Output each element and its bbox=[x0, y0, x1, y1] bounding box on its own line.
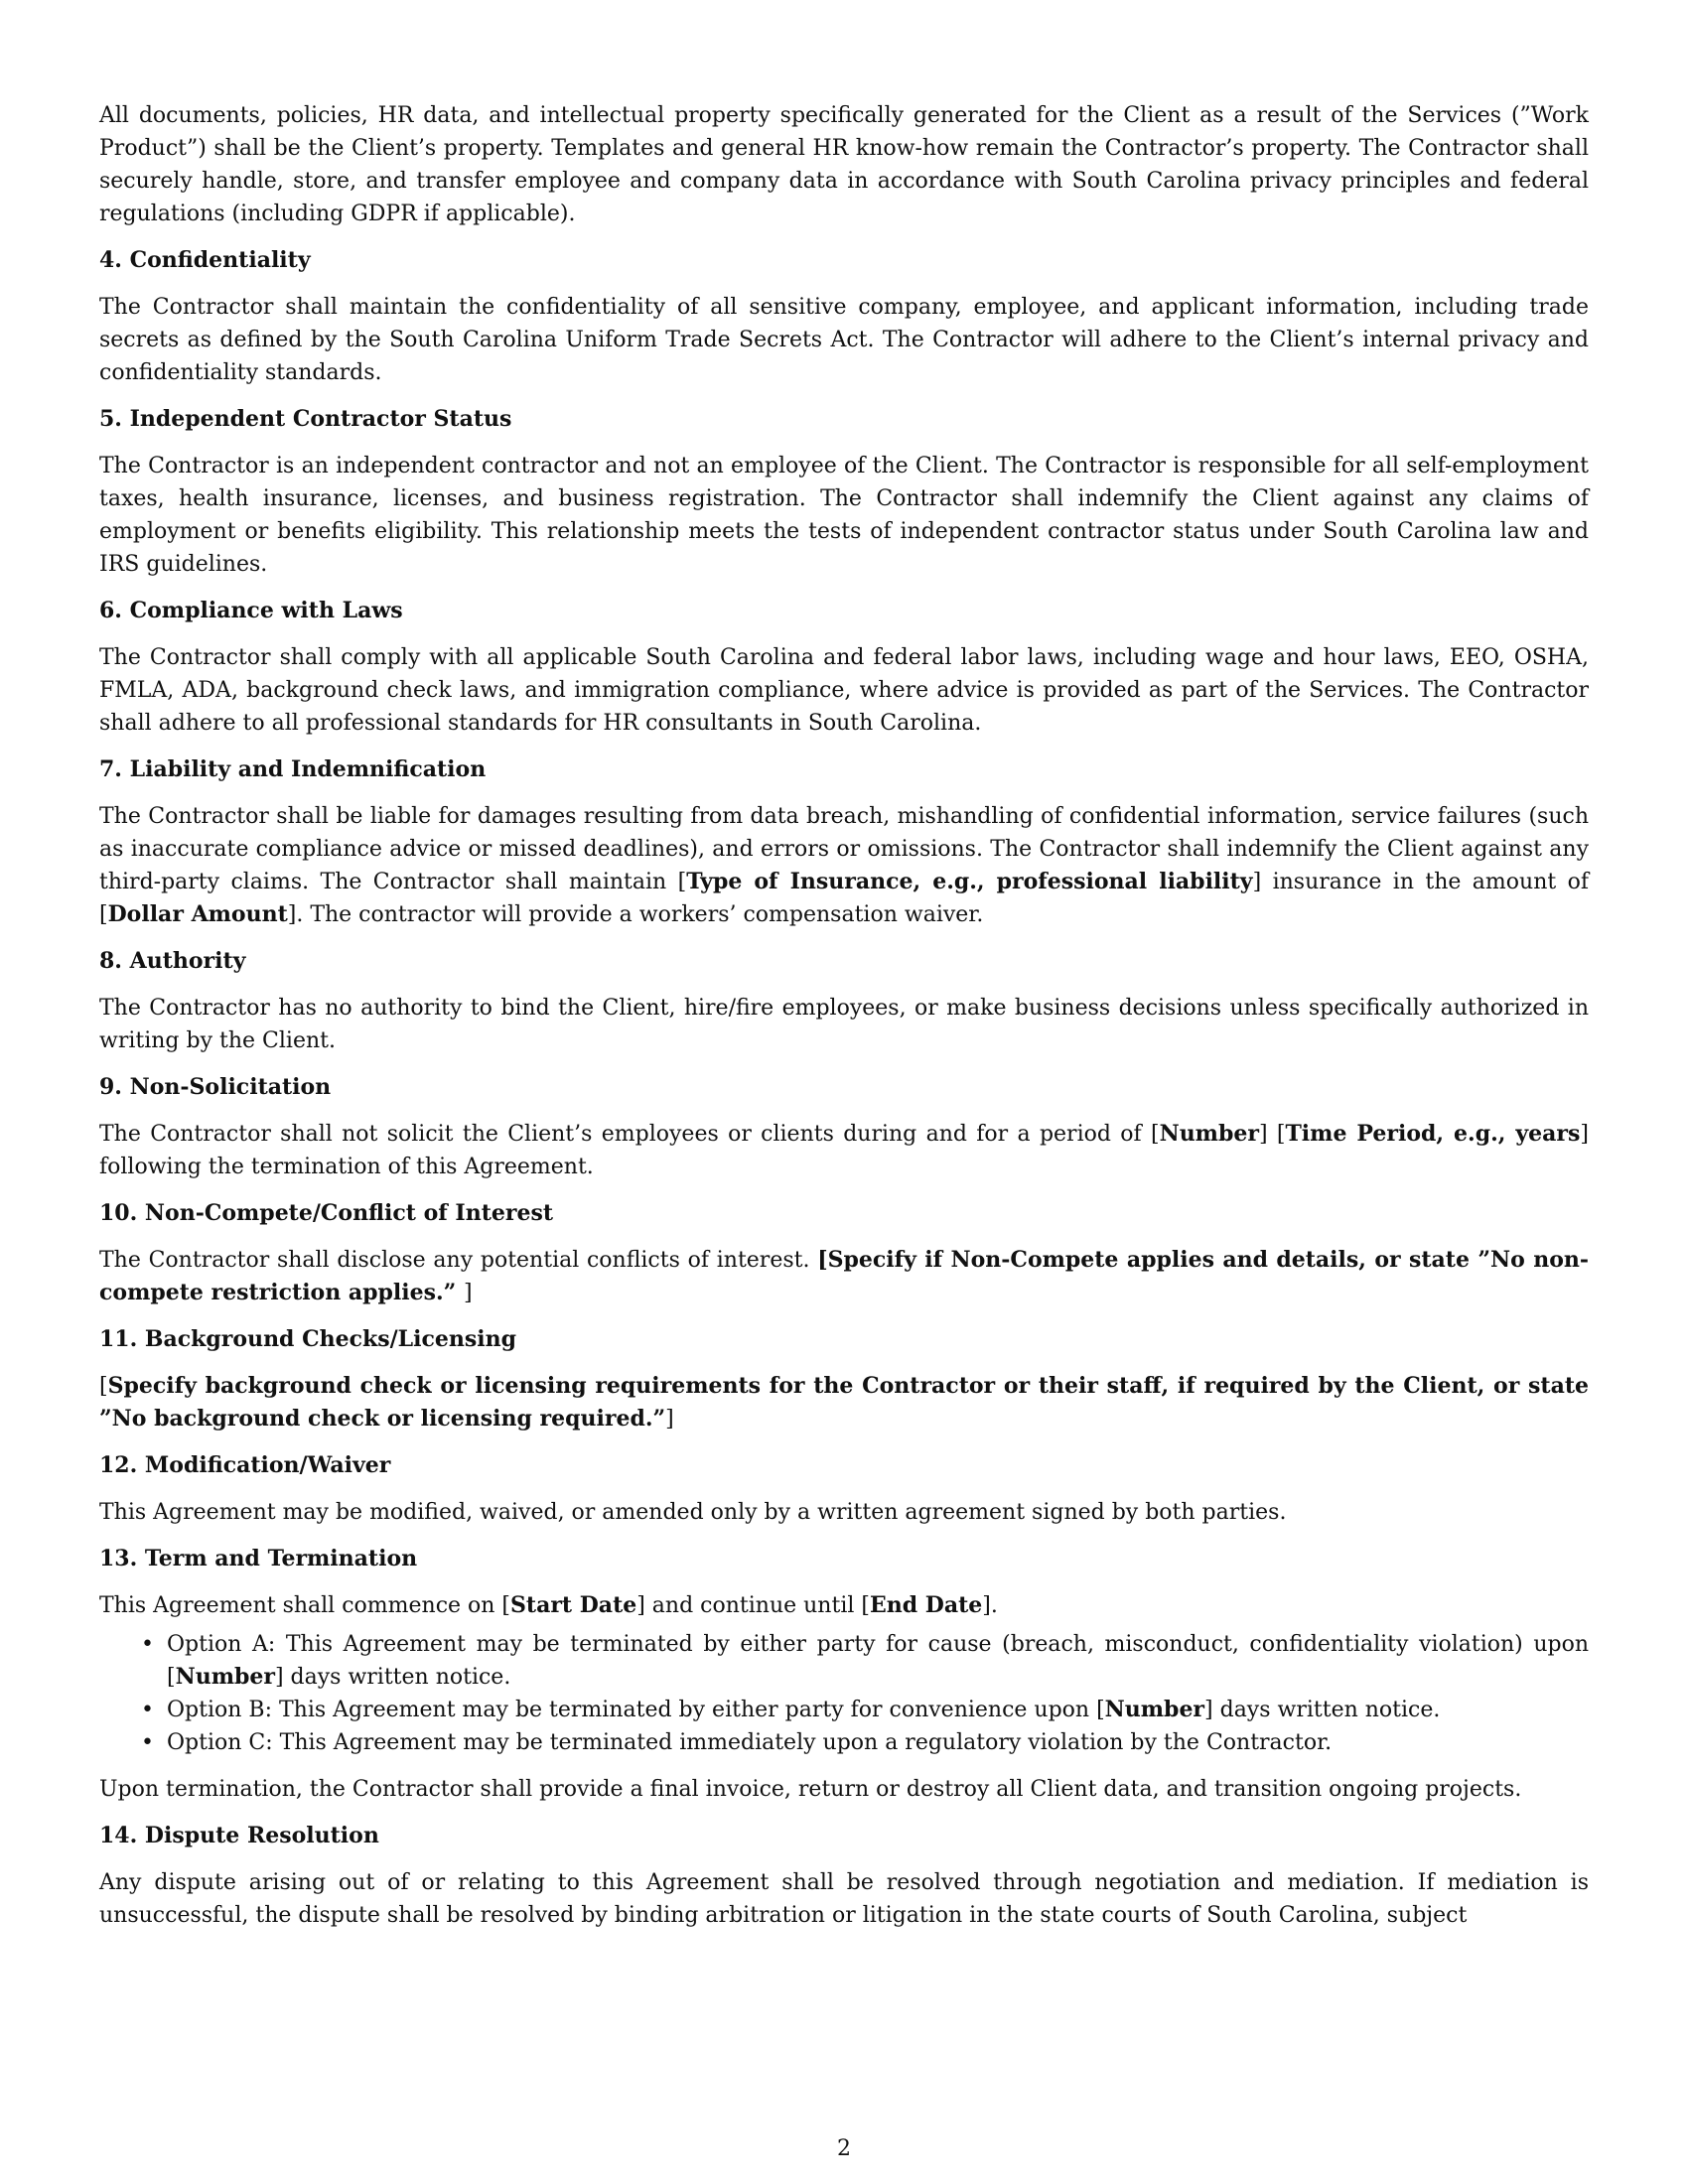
text-run: ] following the termination of this Agreement. bbox=[99, 1122, 1589, 1179]
section-background-checks bbox=[99, 1323, 1589, 1435]
section-paragraph: Upon termination, the Contractor shall provide a final invoice, return or destroy all Client data, and transition ongoing projects. bbox=[99, 1777, 1522, 1802]
document-page bbox=[99, 99, 1589, 1932]
section-paragraph: The Contractor is an independent contractor and not an employee of the Client. The Contractor is responsible for all self-employment taxes, health insurance, licenses, and business registration. The Contractor shall indemnify the Client against any claims of employment or benefits eligibility. This relationship meets the tests of independent contractor status under South Carolina law and IRS guidelines. bbox=[99, 454, 1589, 577]
placeholder-number: Number bbox=[175, 1664, 275, 1690]
section-heading: 11. Background Checks/Licensing bbox=[99, 1326, 516, 1352]
bullet-icon: • bbox=[141, 1632, 154, 1657]
text-run: Option B: This Agreement may be terminated by either party for convenience upon [ bbox=[167, 1698, 1105, 1722]
text-run: ] days written notice. bbox=[274, 1665, 511, 1690]
section-authority bbox=[99, 945, 1589, 1057]
text-run: ] and continue until [ bbox=[636, 1593, 870, 1618]
placeholder-time-period: Time Period, e.g., years bbox=[1285, 1121, 1581, 1147]
placeholder-number: Number bbox=[1159, 1121, 1259, 1147]
text-run: ]. bbox=[982, 1593, 998, 1618]
section-heading: 9. Non-Solicitation bbox=[99, 1074, 332, 1100]
placeholder-start-date: Start Date bbox=[510, 1592, 637, 1618]
text-run: The Contractor shall disclose any potential conflicts of interest. bbox=[99, 1248, 818, 1273]
text-run: Option C: This Agreement may be terminated immediately upon a regulatory violation by the Contractor. bbox=[167, 1730, 1333, 1755]
section-paragraph: The Contractor has no authority to bind the Client, hire/fire employees, or make business decisions unless specifically authorized in writing by the Client. bbox=[99, 996, 1589, 1053]
section-confidentiality bbox=[99, 244, 1589, 389]
section-heading: 14. Dispute Resolution bbox=[99, 1823, 379, 1848]
section-paragraph bbox=[99, 1118, 1589, 1183]
text-run: The Contractor shall not solicit the Client’s employees or clients during and for a period of [ bbox=[99, 1122, 1160, 1147]
section-heading: 12. Modification/Waiver bbox=[99, 1452, 391, 1478]
close-bracket: ] bbox=[665, 1407, 674, 1432]
list-item bbox=[141, 1726, 1589, 1759]
text-run: ] bbox=[463, 1281, 473, 1305]
section-paragraph: Any dispute arising out of or relating to this Agreement shall be resolved through negotiation and mediation. If mediation is unsuccessful, the dispute shall be resolved by binding arbitration or litigation in the state courts of South Carolina, subject bbox=[99, 1870, 1589, 1928]
placeholder-background-check: Specify background check or licensing requirements for the Contractor or their staff, if required by the Client, or state ”No background check or licensing required.” bbox=[99, 1373, 1589, 1432]
text-run: Option A: This Agreement may be terminated by either party for cause (breach, misconduct, confidentiality violation) upon [ bbox=[167, 1632, 1589, 1690]
placeholder-insurance-type: Type of Insurance, e.g., professional liability bbox=[686, 869, 1253, 894]
section-heading: 10. Non-Compete/Conflict of Interest bbox=[99, 1200, 554, 1226]
section-non-compete bbox=[99, 1197, 1589, 1309]
section-term-termination bbox=[99, 1543, 1589, 1806]
section-heading: 13. Term and Termination bbox=[99, 1546, 418, 1571]
section-independent-contractor bbox=[99, 403, 1589, 581]
text-run: ] insurance in the amount of [ bbox=[99, 870, 1589, 927]
section-heading: 7. Liability and Indemnification bbox=[99, 756, 487, 782]
section-paragraph bbox=[99, 1589, 1589, 1622]
section-paragraph bbox=[99, 800, 1589, 931]
section-heading: 5. Independent Contractor Status bbox=[99, 406, 512, 432]
placeholder-non-compete: [Specify if Non-Compete applies and details, or state ”No non-compete restriction applies.” bbox=[99, 1247, 1590, 1305]
list-item bbox=[141, 1694, 1589, 1726]
section-paragraph: The Contractor shall comply with all applicable South Carolina and federal labor laws, including wage and hour laws, EEO, OSHA, FMLA, ADA, background check laws, and immigration compliance, where advice is provided as part of the Services. The Contractor shall adhere to all professional standards for HR consultants in South Carolina. bbox=[99, 645, 1589, 736]
text-run: ] days written notice. bbox=[1204, 1698, 1441, 1722]
text-run: This Agreement shall commence on [ bbox=[99, 1593, 511, 1618]
placeholder-end-date: End Date bbox=[869, 1592, 983, 1618]
section-paragraph: This Agreement may be modified, waived, or amended only by a written agreement signed by both parties. bbox=[99, 1500, 1287, 1525]
list-item bbox=[141, 1628, 1589, 1694]
section-paragraph bbox=[99, 1370, 1589, 1435]
termination-options-list bbox=[99, 1628, 1589, 1759]
placeholder-number: Number bbox=[1104, 1697, 1205, 1722]
intro-paragraph: All documents, policies, HR data, and intellectual property specifically generated for the Client as a result of the Services (”Work Product”) shall be the Client’s property. Templates and general HR know-how remain the Contractor’s property. The Contractor shall securely handle, store, and transfer employee and company data in accordance with South Carolina privacy principles and federal regulations (including GDPR if applicable). bbox=[99, 103, 1589, 226]
bullet-icon: • bbox=[141, 1698, 154, 1722]
section-paragraph bbox=[99, 1244, 1589, 1309]
section-compliance bbox=[99, 595, 1589, 740]
section-liability bbox=[99, 753, 1589, 931]
section-dispute-resolution bbox=[99, 1820, 1589, 1932]
section-paragraph: The Contractor shall maintain the confidentiality of all sensitive company, employee, and applicant information, including trade secrets as defined by the South Carolina Uniform Trade Secrets Act. The Contractor will adhere to the Client’s internal privacy and confidentiality standards. bbox=[99, 295, 1589, 385]
placeholder-dollar-amount: Dollar Amount bbox=[107, 901, 288, 927]
text-run: ] [ bbox=[1258, 1122, 1286, 1147]
text-run: The Contractor shall be liable for damages resulting from data breach, mishandling of confidential information, service failures (such as inaccurate compliance advice or missed deadlines), and errors or omissions. The Contractor shall indemnify the Client against any third-party claims. The Contractor shall maintain [ bbox=[99, 804, 1589, 894]
open-bracket: [ bbox=[99, 1374, 108, 1399]
page-number: 2 bbox=[837, 2136, 851, 2161]
text-run: ]. The contractor will provide a workers’ compensation waiver. bbox=[287, 902, 984, 927]
section-modification bbox=[99, 1449, 1589, 1529]
section-heading: 4. Confidentiality bbox=[99, 247, 311, 273]
section-heading: 8. Authority bbox=[99, 948, 246, 974]
section-heading: 6. Compliance with Laws bbox=[99, 598, 403, 623]
bullet-icon: • bbox=[141, 1730, 154, 1755]
section-non-solicitation bbox=[99, 1071, 1589, 1183]
